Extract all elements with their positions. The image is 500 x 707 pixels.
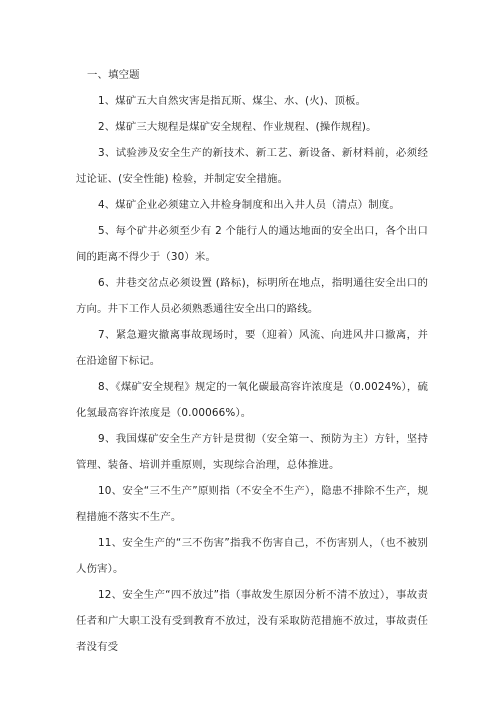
question-2: 2、煤矿三大规程是煤矿安全规程、作业规程、(操作规程)。	[98, 121, 377, 133]
question-7: 7、紧急避灾撤离事故现场时，要（迎着）风流、向进风井口撤离，并在沿途留下标记。	[76, 329, 428, 367]
question-9: 9、我国煤矿安全生产方针是贯彻（安全第一、预防为主）方针，坚持 管理、装备、培训并重原则，实现综合治理，总体推进。	[76, 433, 428, 471]
question-5: 5、每个矿井必须至少有 2 个能行人的通达地面的安全出口，各个出口间的距离不得少于（30）米。	[76, 225, 428, 263]
question-1: 1、煤矿五大自然灾害是指瓦斯、煤尘、水、(火)、顶板。	[98, 95, 367, 107]
section-title: 一、填空题	[87, 69, 140, 81]
question-11: 11、安全生产的“三不伤害”指我不伤害自己，不伤害别人，（也不被别人伤害）。	[76, 537, 428, 575]
question-12: 12、安全生产“四不放过”指（事故发生原因分析不清不放过），事故责任者和广大职工没有受到教育不放过，没有采取防范措施不放过，事故责任者没有受	[76, 589, 428, 653]
question-6: 6、井巷交岔点必须设置 (路标)，标明所在地点，指明通往安全出口的方向。井下工作人员必须熟悉通往安全出口的路线。	[76, 277, 428, 315]
question-4: 4、煤矿企业必须建立入井检身制度和出入井人员（清点）制度。	[98, 199, 400, 211]
question-8: 8、《煤矿安全规程》规定的一氧化碳最高容许浓度是（0.0024%），硫化氢最高容许浓度是（0.00066%）。	[76, 381, 428, 419]
question-3: 3、试验涉及安全生产的新技术、新工艺、新设备、新材料前，必须经过论证、(安全性能) 检验，并制定安全措施。	[76, 147, 428, 185]
question-10: 10、安全“三不生产”原则指（不安全不生产），隐患不排除不生产，规程措施不落实不生产。	[76, 485, 428, 523]
